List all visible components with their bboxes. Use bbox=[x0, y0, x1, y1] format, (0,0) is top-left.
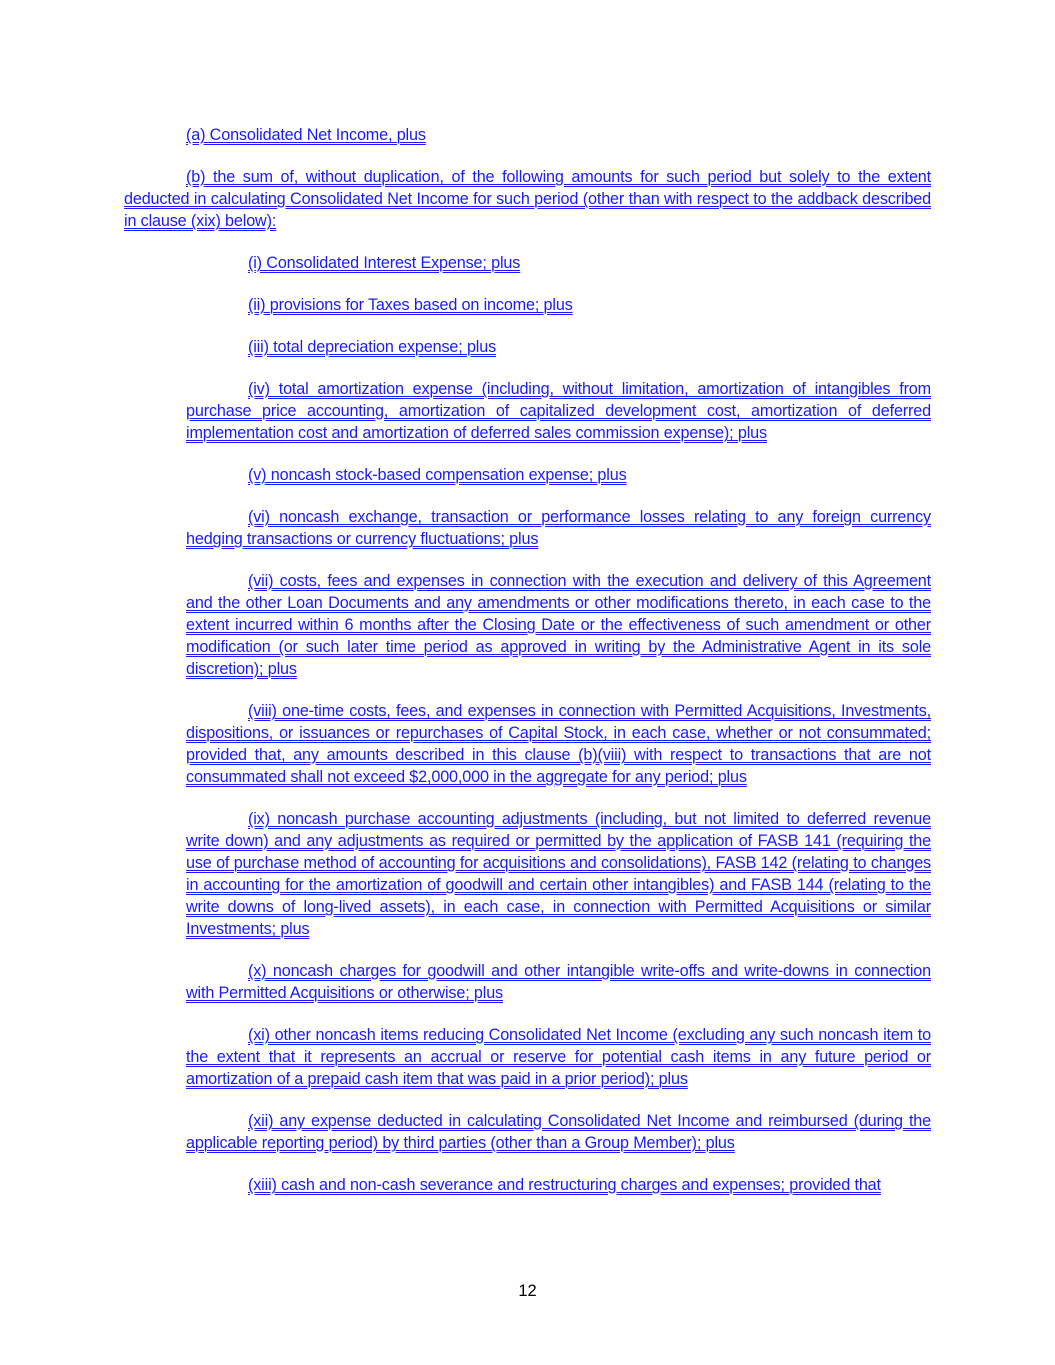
clause-ii-text: (ii) provisions for Taxes based on income; plus bbox=[248, 296, 573, 314]
clause-vii bbox=[186, 570, 931, 680]
paragraph-a-text: (a) Consolidated Net Income, plus bbox=[186, 126, 426, 144]
clause-vii-text: (vii) costs, fees and expenses in connection with the execution and delivery of this Agreement and the other Loan Documents and any amendments or other modifications thereto, in each case to the extent incurred within 6 months after the Closing Date or the effectiveness of such amendment or other modification (or such later time period as approved in writing by the Administrative Agent in its sole discretion); plus bbox=[186, 572, 931, 678]
clause-xii bbox=[186, 1110, 931, 1154]
clause-xii-text: (xii) any expense deducted in calculating Consolidated Net Income and reimbursed (during the applicable reporting period) by third parties (other than a Group Member); plus bbox=[186, 1112, 931, 1152]
clause-iii bbox=[186, 336, 931, 358]
clause-xiii-text: (xiii) cash and non-cash severance and restructuring charges and expenses; provided that bbox=[248, 1176, 881, 1194]
clause-vi-text: (vi) noncash exchange, transaction or performance losses relating to any foreign currency hedging transactions or currency fluctuations; plus bbox=[186, 508, 931, 548]
clause-xi bbox=[186, 1024, 931, 1090]
page-number: 12 bbox=[518, 1282, 537, 1300]
clause-viii-text: (viii) one-time costs, fees, and expenses in connection with Permitted Acquisitions, Investments, dispositions, or issuances or repurchases of Capital Stock, in each case, whether or not consummated; provided that, any amounts described in this clause (b)(viii) with respect to transactions that are not consummated shall not exceed $2,000,000 in the aggregate for any period; plus bbox=[186, 702, 931, 786]
clause-ix bbox=[186, 808, 931, 940]
clause-vi bbox=[186, 506, 931, 550]
clause-iv-text: (iv) total amortization expense (including, without limitation, amortization of intangibles from purchase price accounting, amortization of capitalized development cost, amortization of deferred implementation cost and amortization of deferred sales commission expense); plus bbox=[186, 380, 931, 442]
paragraph-a bbox=[124, 124, 931, 146]
paragraph-b bbox=[124, 166, 931, 232]
clause-i-text: (i) Consolidated Interest Expense; plus bbox=[248, 254, 521, 272]
document-body bbox=[124, 124, 931, 1216]
clause-viii bbox=[186, 700, 931, 788]
paragraph-b-text: (b) the sum of, without duplication, of the following amounts for such period but solely to the extent deducted in calculating Consolidated Net Income for such period (other than with respect to the addback described in clause (xix) below): bbox=[124, 168, 931, 230]
clause-v-text: (v) noncash stock-based compensation expense; plus bbox=[248, 466, 627, 484]
clause-xi-text: (xi) other noncash items reducing Consolidated Net Income (excluding any such noncash item to the extent that it represents an accrual or reserve for potential cash items in any future period or amortization of a prepaid cash item that was paid in a prior period); plus bbox=[186, 1026, 931, 1088]
clause-iv bbox=[186, 378, 931, 444]
clause-ii bbox=[186, 294, 931, 316]
clause-x-text: (x) noncash charges for goodwill and other intangible write-offs and write-downs in connection with Permitted Acquisitions or otherwise; plus bbox=[186, 962, 931, 1002]
clause-i bbox=[186, 252, 931, 274]
clause-x bbox=[186, 960, 931, 1004]
clause-v bbox=[186, 464, 931, 486]
clause-ix-text: (ix) noncash purchase accounting adjustments (including, but not limited to deferred revenue write down) and any adjustments as required or permitted by the application of FASB 141 (requiring the use of purchase method of accounting for acquisitions and consolidations), FASB 142 (relating to changes in accounting for the amortization of goodwill and certain other intangibles) and FASB 144 (relating to the write downs of long-lived assets), in each case, in connection with Permitted Acquisitions or similar Investments; plus bbox=[186, 810, 931, 938]
clause-xiii bbox=[186, 1174, 931, 1196]
clause-iii-text: (iii) total depreciation expense; plus bbox=[248, 338, 497, 356]
